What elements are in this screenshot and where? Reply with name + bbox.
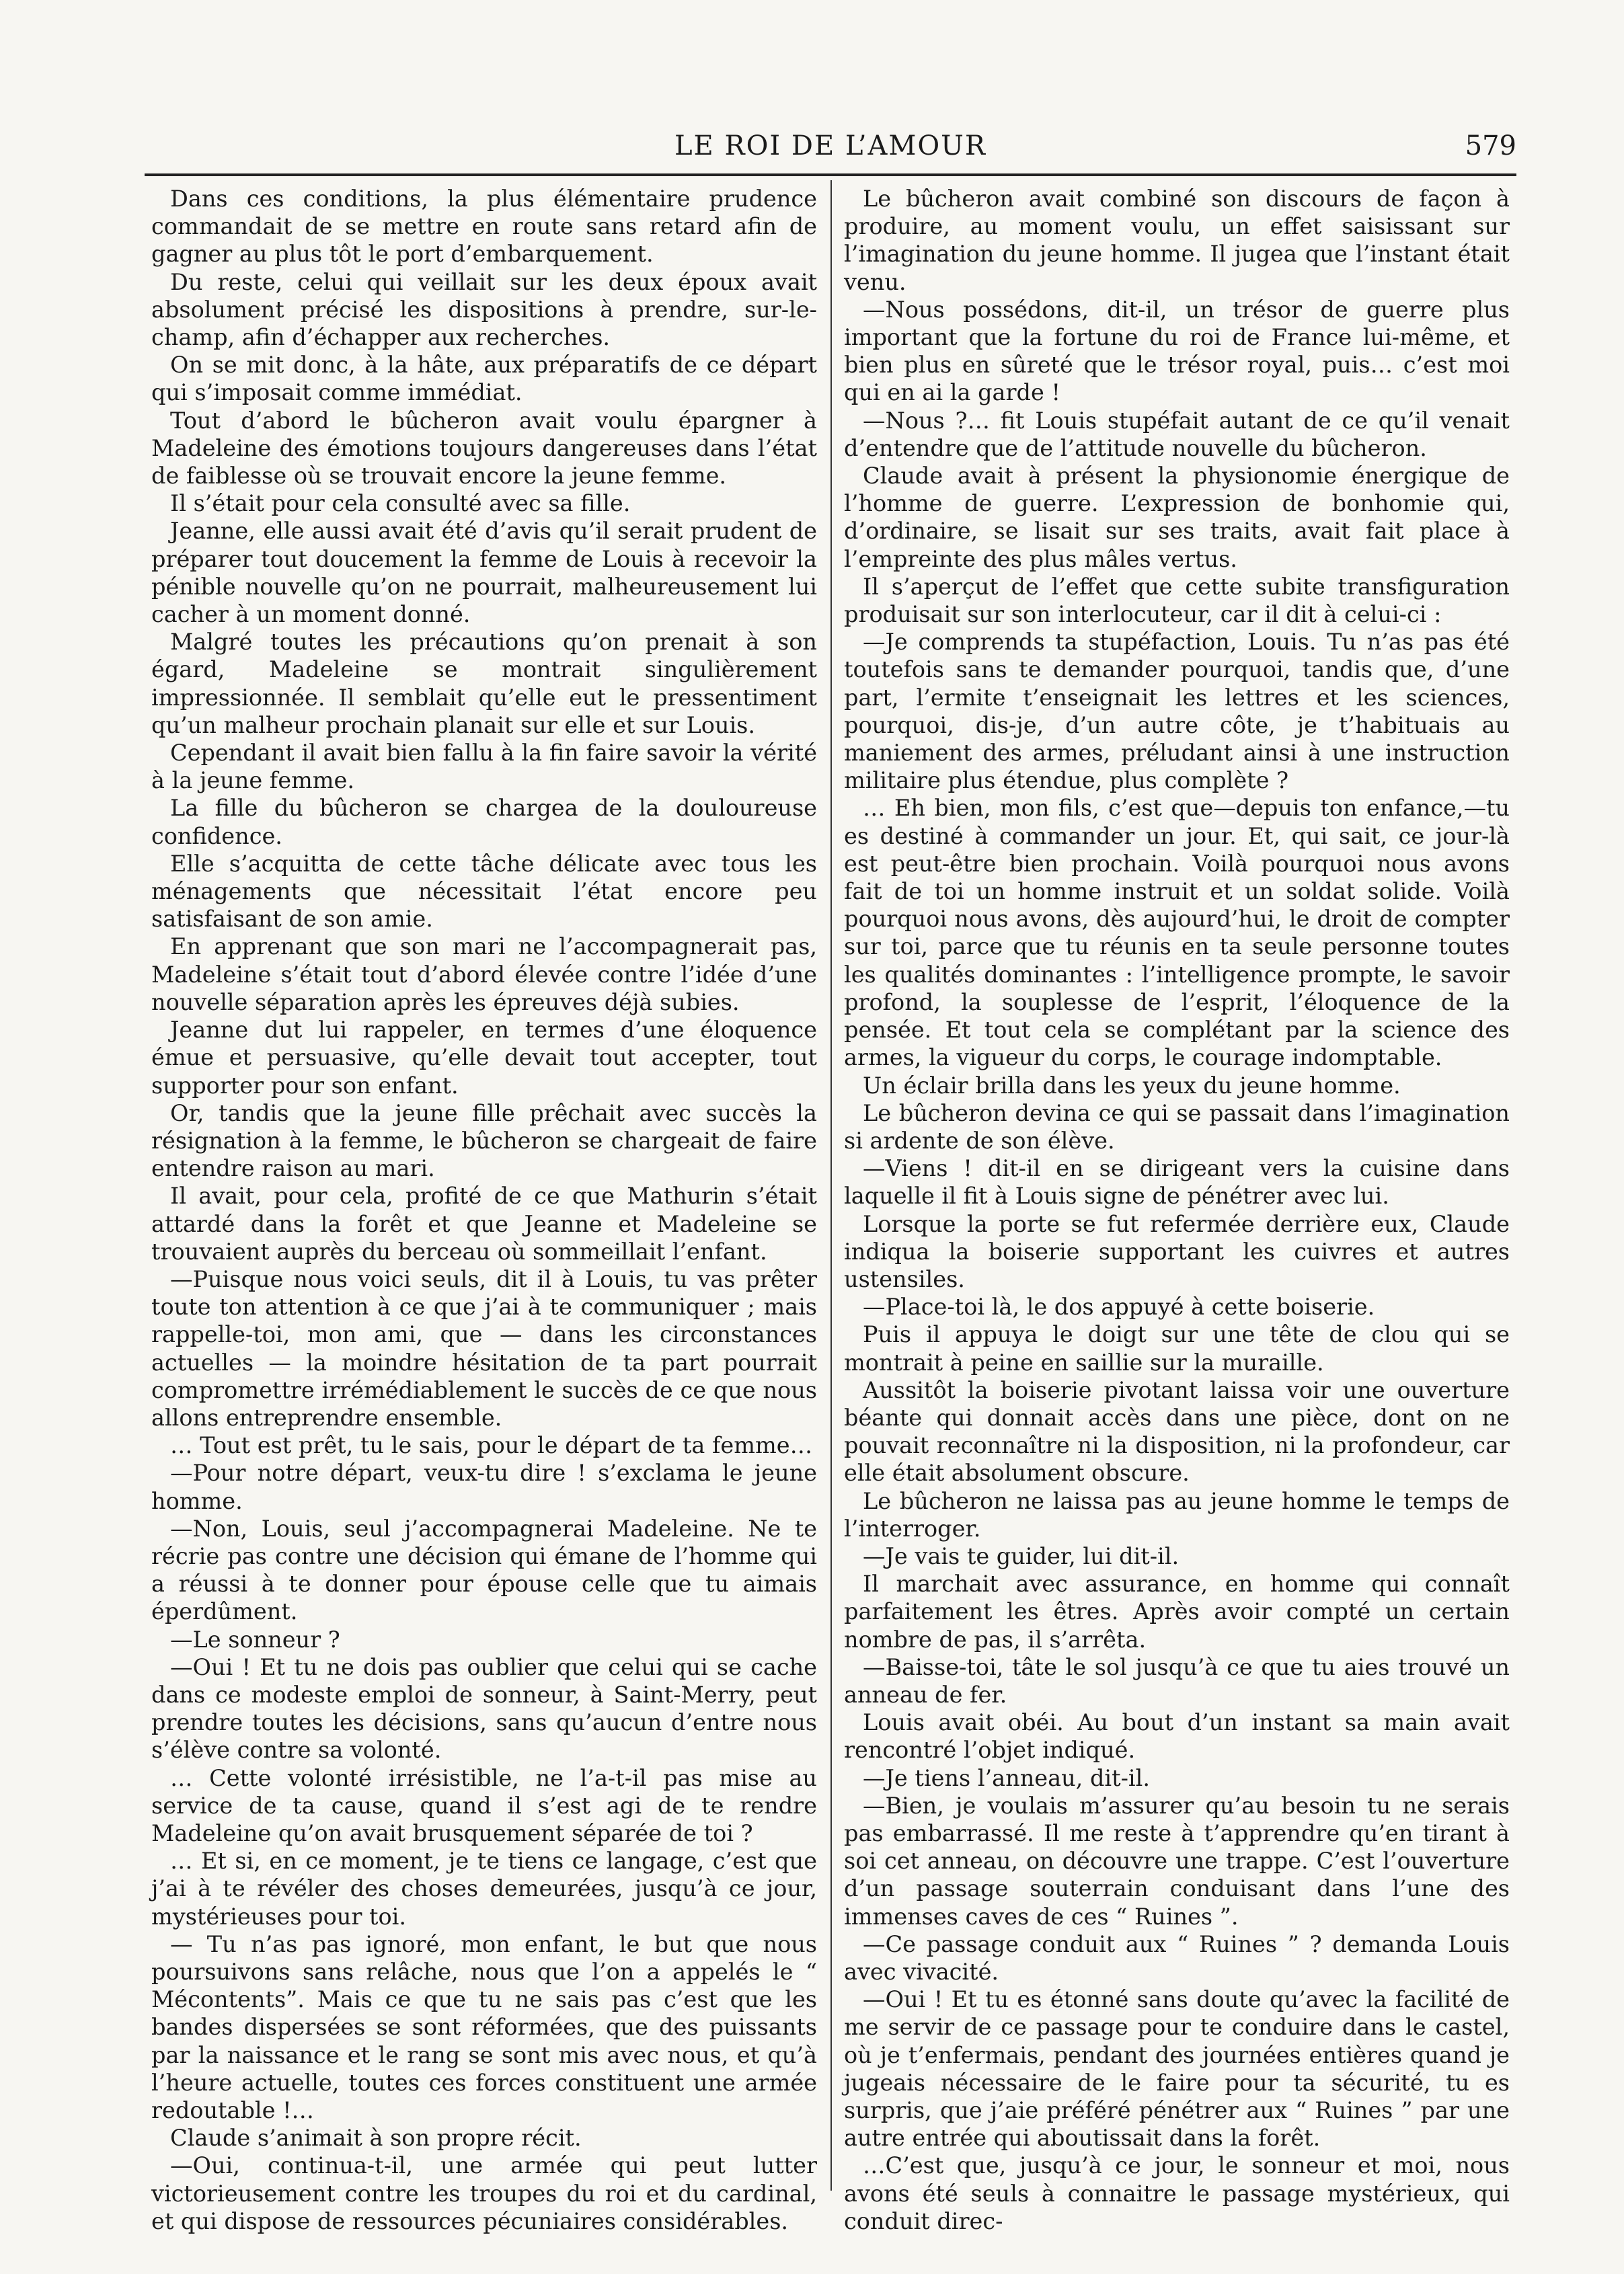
paragraph: —Pour notre départ, veux-tu dire ! s’exclama le jeune homme. [151, 1460, 817, 1514]
paragraph: —Nous ?… fit Louis stupéfait autant de ce qu’il venait d’entendre que de l’attitude nouvelle du bûcheron. [844, 407, 1510, 461]
paragraph: — Tu n’as pas ignoré, mon enfant, le but que nous poursuivons sans relâche, nous que l’on a appelés le “ Mécontents”. Mais ce que tu ne sais pas c’est que les bandes dispersées se sont réformées, que des puissants par la naissance et le rang se sont mis avec nous, et qu’à l’heure actuelle, toutes ces forces constituent une armée redoutable !… [151, 1930, 817, 2124]
paragraph: Aussitôt la boiserie pivotant laissa voir une ouverture béante qui donnait accès dans une pièce, dont on ne pouvait reconnaître ni la disposition, ni la profondeur, car elle était absolument obscure. [844, 1376, 1510, 1487]
paragraph: … Tout est prêt, tu le sais, pour le départ de ta femme… [170, 1432, 813, 1459]
paragraph: En apprenant que son mari ne l’accompagnerait pas, Madeleine s’était tout d’abord élevée contre l’idée d’une nouvelle séparation après les épreuves déjà subies. [151, 933, 817, 1015]
paragraph: Le bûcheron devina ce qui se passait dans l’imagination si ardente de son élève. [844, 1099, 1510, 1154]
paragraph: … Eh bien, mon fils, c’est que—depuis ton enfance,—tu es destiné à commander un jour. Et, qui sait, ce jour-là est peut-être bien prochain. Voilà pourquoi nous avons fait de toi un homme instruit et un soldat solide. Voilà pourquoi nous avons, dès aujourd’hui, le droit de compter sur toi, parce que tu réunis en ta seule personne toutes les qualités dominantes : l’intelligence prompte, le savoir profond, la souplesse de l’esprit, l’éloquence de la pensée. Et tout cela se complétant par la science des armes, la vigueur du corps, le courage indomptable. [844, 795, 1510, 1071]
paragraph: Jeanne, elle aussi avait été d’avis qu’il serait prudent de préparer tout doucement la femme de Louis à recevoir la pénible nouvelle qu’on ne pourrait, malheureusement lui cacher à un moment donné. [151, 518, 817, 628]
paragraph: Il s’était pour cela consulté avec sa fille. [170, 490, 631, 517]
paragraph: —Oui, continua-t-il, une armée qui peut lutter victorieusement contre les troupes du roi et du cardinal, et qui dispose de ressources pécuniaires considérables. [151, 2152, 817, 2234]
paragraph: On se mit donc, à la hâte, aux préparatifs de ce départ qui s’imposait comme immédiat. [151, 352, 817, 406]
left-column [151, 185, 817, 2234]
paragraph: Il avait, pour cela, profité de ce que Mathurin s’était attardé dans la forêt et que Jeanne et Madeleine se trouvaient auprès du berceau où sommeillait l’enfant. [151, 1183, 817, 1265]
paragraph: —Puisque nous voici seuls, dit il à Louis, tu vas prêter toute ton attention à ce que j’ai à te communiquer ; mais rappelle-toi, mon ami, que — dans les circonstances actuelles — la moindre hésitation de ta part pourrait compromettre irrémédiablement le succès de ce que nous allons entreprendre ensemble. [151, 1265, 817, 1431]
paragraph: …C’est que, jusqu’à ce jour, le sonneur et moi, nous avons été seuls à connaitre le passage mystérieux, qui conduit direc- [844, 2152, 1510, 2234]
paragraph: Du reste, celui qui veillait sur les deux époux avait absolument précisé les dispositions à prendre, sur-le-champ, afin d’échapper aux recherches. [151, 268, 817, 351]
paragraph: —Non, Louis, seul j’accompagnerai Madeleine. Ne te récrie pas contre une décision qui émane de l’homme qui a réussi à te donner pour épouse celle que tu aimais éperdûment. [151, 1515, 817, 1625]
paragraph: Louis avait obéi. Au bout d’un instant sa main avait rencontré l’objet indiqué. [844, 1709, 1510, 1764]
paragraph: —Nous possédons, dit-il, un trésor de guerre plus important que la fortune du roi de France lui-même, et bien plus en sûreté que le trésor royal, puis… c’est moi qui en ai la garde ! [844, 296, 1510, 406]
paragraph: —Je vais te guider, lui dit-il. [863, 1542, 1180, 1569]
paragraph: Or, tandis que la jeune fille prêchait avec succès la résignation à la femme, le bûcheron se chargeait de faire entendre raison au mari. [151, 1099, 817, 1182]
paragraph: Lorsque la porte se fut refermée derrière eux, Claude indiqua la boiserie supportant les cuivres et autres ustensiles. [844, 1210, 1510, 1292]
header-rule [145, 173, 1516, 176]
paragraph: —Oui ! Et tu es étonné sans doute qu’avec la facilité de me servir de ce passage pour te conduire dans le castel, où je t’enfermais, pendant des journées entières quand je jugeais nécessaire de le faire pour ta sécurité, tu es surpris, que j’aie préféré pénétrer aux “ Ruines ” par une autre entrée qui aboutissait dans la forêt. [844, 1986, 1510, 2152]
paragraph: … Cette volonté irrésistible, ne l’a-t-il pas mise au service de ta cause, quand il s’est agi de te rendre Madeleine qu’on avait brusquement séparée de toi ? [151, 1764, 817, 1846]
paragraph: —Place-toi là, le dos appuyé à cette boiserie. [863, 1294, 1375, 1321]
paragraph: Il s’aperçut de l’effet que cette subite transfiguration produisait sur son interlocuteur, car il dit à celui-ci : [844, 573, 1510, 628]
paragraph: Claude s’animait à son propre récit. [170, 2125, 582, 2152]
paragraph: Le bûcheron ne laissa pas au jeune homme le temps de l’interroger. [844, 1487, 1510, 1542]
column-divider [830, 180, 832, 2191]
paragraph: … Et si, en ce moment, je te tiens ce langage, c’est que j’ai à te révéler des choses demeurées, jusqu’à ce jour, mystérieuses pour toi. [151, 1848, 817, 1930]
paragraph: Il marchait avec assurance, en homme qui connaît parfaitement les êtres. Après avoir compté un certain nombre de pas, il s’arrêta. [844, 1571, 1510, 1653]
paragraph: Elle s’acquitta de cette tâche délicate avec tous les ménagements que nécessitait l’état encore peu satisfaisant de son amie. [151, 850, 817, 933]
page-header [145, 128, 1516, 168]
paragraph: Malgré toutes les précautions qu’on prenait à son égard, Madeleine se montrait singulièrement impressionnée. Il semblait qu’elle eut le pressentiment qu’un malheur prochain planait sur elle et sur Louis. [151, 629, 817, 738]
right-column [844, 185, 1510, 2234]
paragraph: Le bûcheron avait combiné son discours de façon à produire, au moment voulu, un effet saisissant sur l’imagination du jeune homme. Il jugea que l’instant était venu. [844, 186, 1510, 295]
paragraph: —Je tiens l’anneau, dit-il. [863, 1764, 1150, 1791]
page-number: 579 [1465, 130, 1516, 161]
paragraph: —Oui ! Et tu ne dois pas oublier que celui qui se cache dans ce modeste emploi de sonneur, à Saint-Merry, peut prendre toutes les décisions, sans qu’aucun d’entre nous s’élève contre sa volonté. [151, 1653, 817, 1764]
paragraph: —Bien, je voulais m’assurer qu’au besoin tu ne serais pas embarrassé. Il me reste à t’apprendre qu’en tirant à soi cet anneau, on découvre une trappe. C’est l’ouverture d’un passage souterrain conduisant dans l’une des immenses caves de ces “ Ruines ”. [844, 1792, 1510, 1930]
paragraph: Dans ces conditions, la plus élémentaire prudence commandait de se mettre en route sans retard afin de gagner au plus tôt le port d’embarquement. [151, 186, 817, 268]
paragraph: Un éclair brilla dans les yeux du jeune homme. [863, 1072, 1401, 1099]
paragraph: Tout d’abord le bûcheron avait voulu épargner à Madeleine des émotions toujours dangereuses dans l’état de faiblesse où se trouvait encore la jeune femme. [151, 407, 817, 489]
paragraph: Claude avait à présent la physionomie énergique de l’homme de guerre. L’expression de bonhomie qui, d’ordinaire, se lisait sur ses traits, avait fait place à l’empreinte des plus mâles vertus. [844, 463, 1510, 572]
paragraph: La fille du bûcheron se chargea de la douloureuse confidence. [151, 795, 817, 849]
paragraph: —Viens ! dit-il en se dirigeant vers la cuisine dans laquelle il fit à Louis signe de pénétrer avec lui. [844, 1155, 1510, 1210]
paragraph: Puis il appuya le doigt sur une tête de clou qui se montrait à peine en saillie sur la muraille. [844, 1321, 1510, 1376]
paragraph: —Le sonneur ? [170, 1626, 340, 1653]
paragraph: Jeanne dut lui rappeler, en termes d’une éloquence émue et persuasive, qu’elle devait tout accepter, tout supporter pour son enfant. [151, 1017, 817, 1099]
running-title: LE ROI DE L’AMOUR [674, 130, 987, 161]
paragraph: —Baisse-toi, tâte le sol jusqu’à ce que tu aies trouvé un anneau de fer. [844, 1653, 1510, 1708]
paragraph: Cependant il avait bien fallu à la fin faire savoir la vérité à la jeune femme. [151, 740, 817, 794]
paragraph: —Ce passage conduit aux “ Ruines ” ? demanda Louis avec vivacité. [844, 1930, 1510, 1985]
paragraph: —Je comprends ta stupéfaction, Louis. Tu n’as pas été toutefois sans te demander pourquoi, tandis que, d’une part, l’ermite t’enseignait les lettres et les sciences, pourquoi, dis-je, d’un autre côte, je t’habituais au maniement des armes, préludant ainsi à une instruction militaire plus étendue, plus complète ? [844, 629, 1510, 794]
